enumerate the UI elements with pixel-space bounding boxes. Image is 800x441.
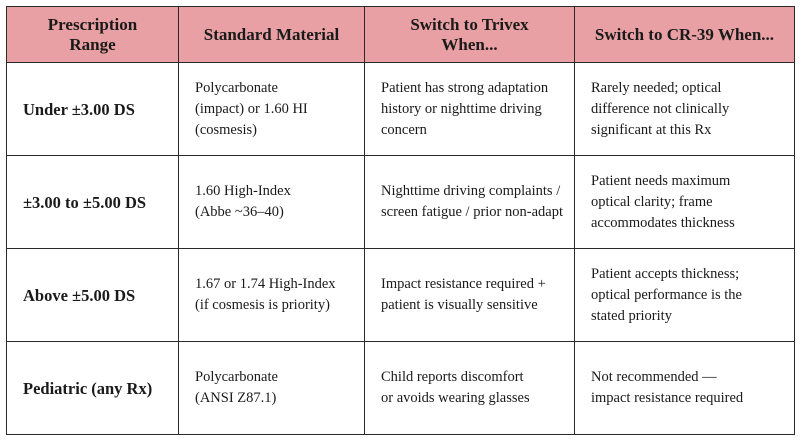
row-prescription-range: Above ±5.00 DS	[7, 249, 179, 342]
cell-line: Nighttime driving complaints /	[381, 183, 561, 199]
header-text: When...	[441, 34, 498, 54]
header-text: Switch to Trivex	[410, 14, 529, 34]
row-standard-material	[179, 156, 365, 249]
row-switch-to-cr39	[575, 63, 795, 156]
header-switch-to-cr39	[575, 7, 795, 63]
cell-line: (ANSI Z87.1)	[195, 390, 277, 406]
cell-line: optical clarity; frame	[591, 193, 713, 210]
table-body	[7, 63, 795, 435]
row-prescription-range: Under ±3.00 DS	[7, 63, 179, 156]
cell-line: optical performance is the	[591, 286, 742, 303]
cell-line: Polycarbonate	[195, 79, 278, 96]
table-row	[7, 249, 795, 342]
header-text: Range	[69, 34, 116, 54]
row-standard-material	[179, 342, 365, 435]
cell-line: impact resistance required	[591, 390, 744, 406]
cell-line: Rarely needed; optical	[591, 79, 722, 96]
lens-material-table	[6, 6, 795, 435]
lens-material-table-container	[6, 6, 794, 434]
header-text: Switch to CR-39 When...	[594, 24, 775, 44]
cell-line: (if cosmesis is priority)	[195, 297, 330, 313]
cell-line: or avoids wearing glasses	[381, 390, 530, 406]
header-standard-material	[179, 7, 365, 63]
header-switch-to-trivex	[365, 7, 575, 63]
cell-line: Impact resistance required +	[381, 276, 546, 292]
header-prescription-range	[7, 7, 179, 63]
row-switch-to-cr39	[575, 342, 795, 435]
cell-line: significant at this Rx	[591, 121, 712, 138]
row-switch-to-trivex	[365, 156, 575, 249]
cell-line: Patient has strong adaptation	[381, 79, 549, 96]
cell-line: concern	[381, 121, 427, 138]
cell-line: difference not clinically	[591, 100, 730, 117]
cell-line: (cosmesis)	[195, 121, 258, 138]
cell-line: Patient accepts thickness;	[591, 265, 740, 282]
cell-line: Patient needs maximum	[591, 172, 731, 189]
cell-line: stated priority	[591, 307, 672, 324]
row-standard-material	[179, 63, 365, 156]
header-text: Prescription	[47, 14, 138, 34]
cell-line: (Abbe ~36–40)	[195, 204, 284, 220]
row-switch-to-trivex	[365, 342, 575, 435]
row-switch-to-trivex	[365, 63, 575, 156]
table-row	[7, 156, 795, 249]
cell-line: history or nighttime driving	[381, 100, 542, 117]
cell-line: 1.60 High-Index	[195, 183, 291, 199]
cell-line: 1.67 or 1.74 High-Index	[195, 276, 336, 292]
cell-line: screen fatigue / prior non-adapt	[381, 204, 563, 220]
table-row	[7, 342, 795, 435]
cell-line: Not recommended —	[591, 369, 717, 385]
row-prescription-range: Pediatric (any Rx)	[7, 342, 179, 435]
header-text: Standard Material	[203, 24, 340, 44]
row-switch-to-cr39	[575, 156, 795, 249]
cell-line: patient is visually sensitive	[381, 297, 538, 313]
cell-line: Child reports discomfort	[381, 369, 524, 385]
header-row	[7, 7, 795, 63]
table-header	[7, 7, 795, 63]
cell-line: accommodates thickness	[591, 214, 735, 231]
row-prescription-range: ±3.00 to ±5.00 DS	[7, 156, 179, 249]
table-row	[7, 63, 795, 156]
cell-line: (impact) or 1.60 HI	[195, 100, 308, 117]
cell-line: Polycarbonate	[195, 369, 278, 385]
row-switch-to-trivex	[365, 249, 575, 342]
row-switch-to-cr39	[575, 249, 795, 342]
row-standard-material	[179, 249, 365, 342]
